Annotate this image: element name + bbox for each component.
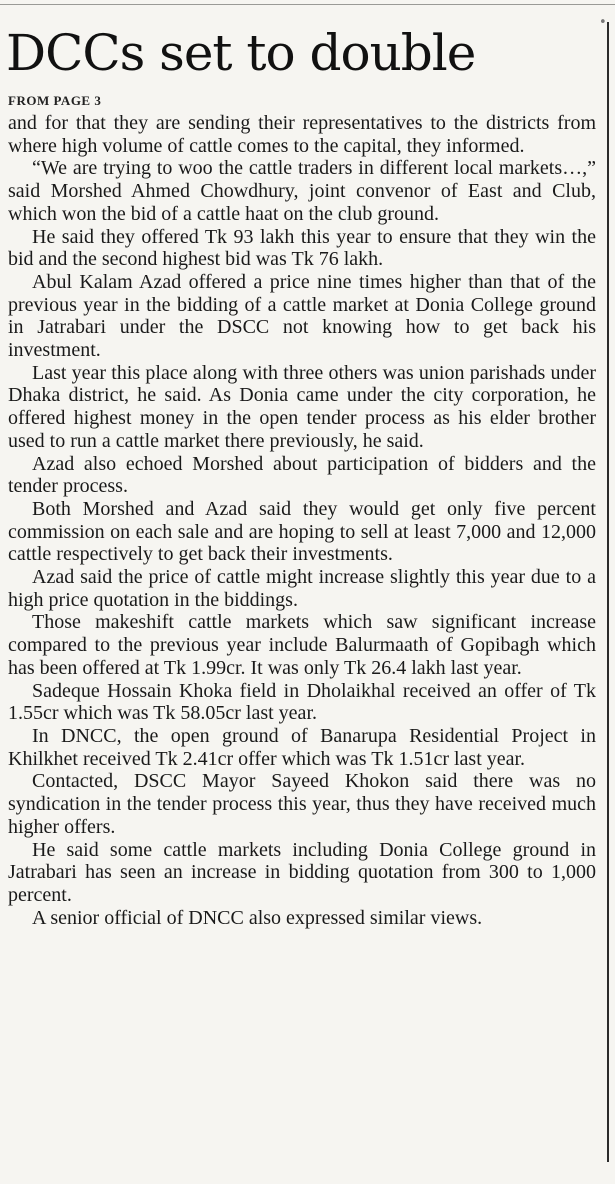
paragraph: “We are trying to woo the cattle traders in different local markets…,” said Morshed Ahmed Chowdhury, joint convenor of East and Club, which won the bid of a cattle haat on the club ground. [8,157,596,225]
paragraph: Sadeque Hossain Khoka field in Dholaikhal received an offer of Tk 1.55cr which was Tk 58.05cr last year. [8,679,596,725]
jump-line: FROM PAGE 3 [8,93,102,108]
paragraph: and for that they are sending their representatives to the districts from where high volume of cattle comes to the capital, they informed. [8,112,596,157]
paragraph: Last year this place along with three others was union parishads under Dhaka district, he said. As Donia came under the city corporation, he offered highest money in the open tender process as his elder brother used to run a cattle market there previously, he said. [8,361,596,452]
paragraph: He said some cattle markets including Donia College ground in Jatrabari has seen an increase in bidding quotation from 300 to 1,000 percent. [8,838,596,906]
article-body [8,112,596,929]
paragraph: Both Morshed and Azad said they would get only five percent commission on each sale and are hoping to sell at least 7,000 and 12,000 cattle respectively to get back their investments. [8,497,596,566]
paragraph: A senior official of DNCC also expressed similar views. [32,906,483,929]
paragraph: In DNCC, the open ground of Banarupa Residential Project in Khilkhet received Tk 2.41cr offer which was Tk 1.51cr last year. [8,724,596,770]
paragraph: Contacted, DSCC Mayor Sayeed Khokon said there was no syndication in the tender process this year, thus they have received much higher offers. [8,770,596,838]
edge-mark: • [599,15,607,30]
paragraph: He said they offered Tk 93 lakh this year to ensure that they win the bid and the second highest bid was Tk 76 lakh. [8,225,596,271]
top-rule [0,4,615,5]
column-rule [607,22,609,1162]
paragraph: Those makeshift cattle markets which saw significant increase compared to the previous year include Balurmaath of Gopibagh which has been offered at Tk 1.99cr. It was only Tk 26.4 lakh last year. [8,611,596,679]
paragraph: Abul Kalam Azad offered a price nine times higher than that of the previous year in the bidding of a cattle market at Donia College ground in Jatrabari under the DSCC not knowing how to get back his investment. [8,270,596,362]
paragraph: Azad also echoed Morshed about participation of bidders and the tender process. [8,452,596,498]
paragraph: Azad said the price of cattle might increase slightly this year due to a high price quotation in the biddings. [8,566,596,611]
headline: DCCs set to double [6,24,476,82]
